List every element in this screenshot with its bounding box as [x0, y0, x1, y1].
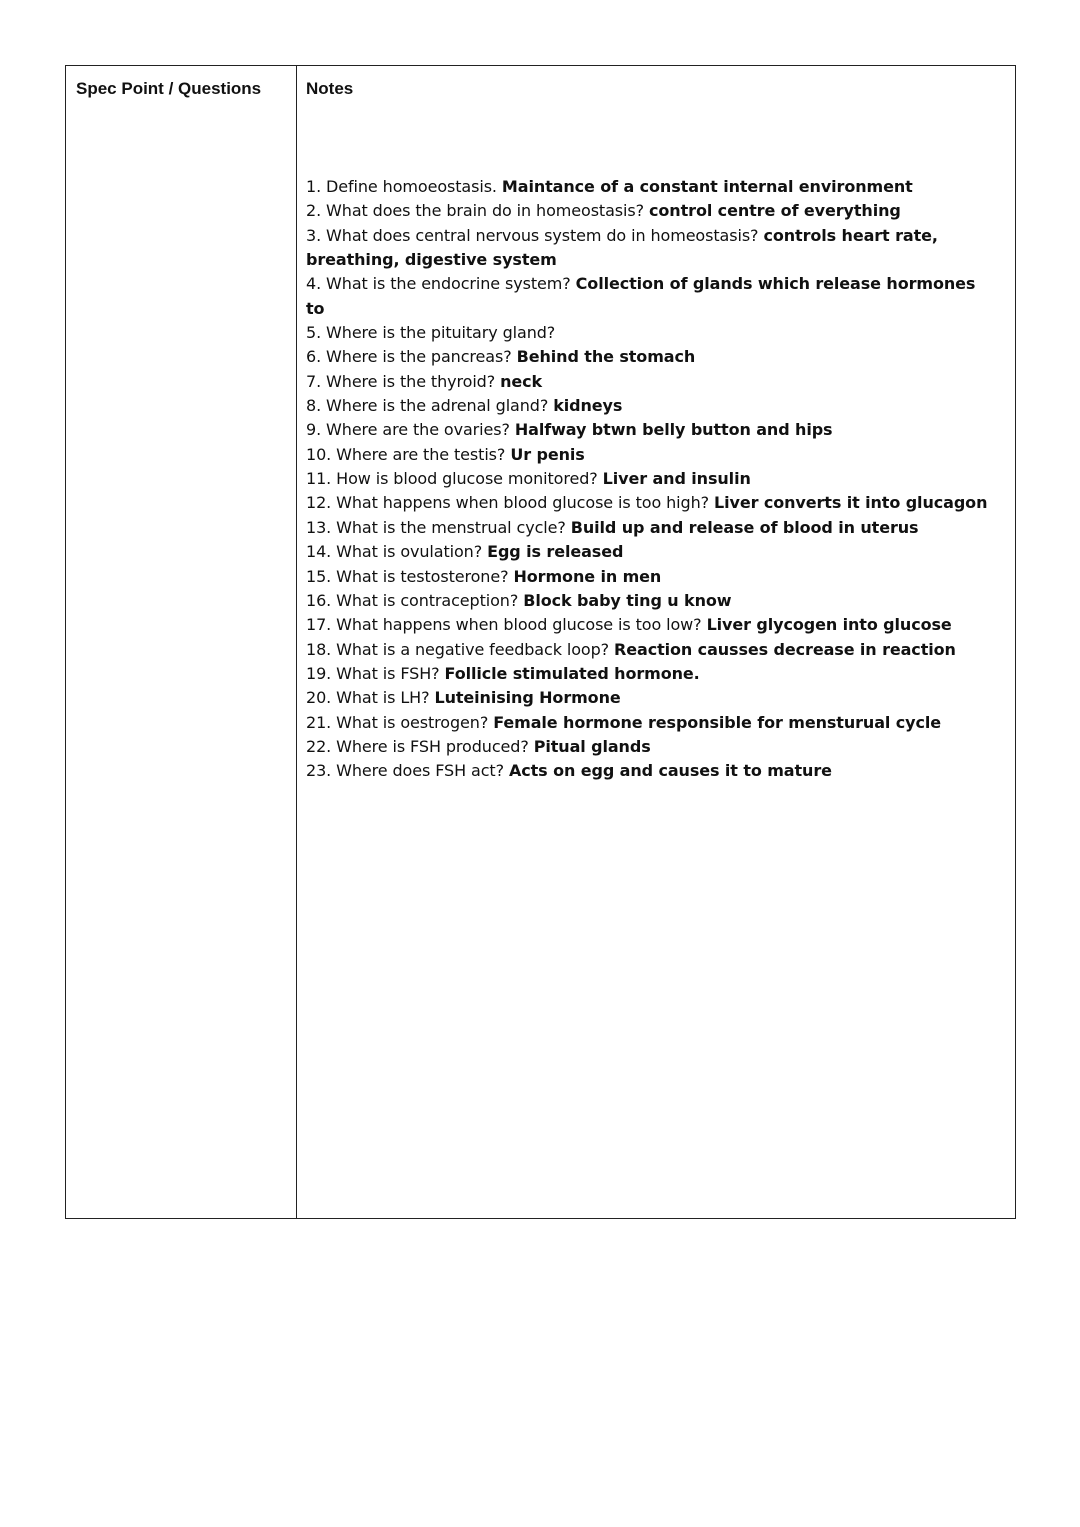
note-item: [306, 467, 996, 491]
note-answer: Collection of glands which release hormones to: [306, 274, 976, 318]
note-item: [306, 759, 996, 783]
notes-table: [65, 65, 1016, 1219]
note-item: [306, 638, 996, 662]
note-answer: Liver converts it into glucagon: [714, 493, 988, 513]
note-question: 19. What is FSH?: [306, 663, 440, 683]
note-answer: Female hormone responsible for mensturual cycle: [493, 712, 942, 732]
notes-column: [297, 66, 1015, 1218]
note-answer: Halfway btwn belly button and hips: [514, 420, 833, 440]
note-answer: control centre of everything: [649, 201, 901, 221]
question-answer-list: [306, 175, 996, 784]
note-item: [306, 613, 996, 637]
note-answer: kidneys: [553, 396, 623, 416]
note-answer: Hormone in men: [513, 566, 662, 586]
note-question: 22. Where is FSH produced?: [306, 736, 529, 756]
note-question: 12. What happens when blood glucose is too high?: [306, 493, 710, 513]
note-answer: Ur penis: [510, 444, 585, 464]
note-item: [306, 418, 996, 442]
note-answer: Follicle stimulated hormone.: [444, 663, 700, 683]
note-question: 18. What is a negative feedback loop?: [306, 639, 610, 659]
note-question: 10. Where are the testis?: [306, 444, 506, 464]
note-item: [306, 199, 996, 223]
note-question: 13. What is the menstrual cycle?: [306, 517, 566, 537]
note-item: [306, 321, 996, 345]
note-answer: Block baby ting u know: [523, 590, 732, 610]
note-answer: Liver glycogen into glucose: [706, 615, 952, 635]
spec-questions-column: [66, 66, 297, 1218]
note-answer: Acts on egg and causes it to mature: [508, 761, 832, 781]
note-item: [306, 540, 996, 564]
note-question: 21. What is oestrogen?: [306, 712, 489, 732]
note-answer: Behind the stomach: [516, 347, 696, 367]
spec-questions-header: Spec Point / Questions: [76, 79, 262, 98]
note-question: 9. Where are the ovaries?: [306, 420, 510, 440]
note-answer: neck: [500, 371, 543, 391]
note-item: [306, 345, 996, 369]
note-item: [306, 662, 996, 686]
note-answer: Maintance of a constant internal environment: [501, 177, 913, 196]
note-question: 5. Where is the pituitary gland?: [306, 323, 556, 343]
note-question: 6. Where is the pancreas?: [306, 347, 512, 367]
note-question: 3. What does central nervous system do in homeostasis?: [306, 225, 759, 245]
note-item: [306, 272, 996, 321]
note-question: 16. What is contraception?: [306, 590, 519, 610]
note-answer: Egg is released: [487, 542, 624, 562]
note-answer: Build up and release of blood in uterus: [570, 517, 919, 537]
note-item: [306, 224, 996, 273]
note-question: 8. Where is the adrenal gland?: [306, 396, 549, 416]
note-item: [306, 394, 996, 418]
note-answer: Luteinising Hormone: [434, 688, 621, 708]
note-item: [306, 491, 996, 515]
note-item: [306, 370, 996, 394]
note-question: 7. Where is the thyroid?: [306, 371, 496, 391]
note-item: [306, 175, 996, 199]
note-question: 2. What does the brain do in homeostasis?: [306, 201, 645, 221]
note-item: [306, 589, 996, 613]
note-answer: Reaction causses decrease in reaction: [614, 639, 956, 659]
note-question: 17. What happens when blood glucose is too low?: [306, 615, 702, 635]
note-question: 15. What is testosterone?: [306, 566, 509, 586]
note-item: [306, 565, 996, 589]
note-item: [306, 686, 996, 710]
note-item: [306, 443, 996, 467]
note-question: 14. What is ovulation?: [306, 542, 483, 562]
note-item: [306, 735, 996, 759]
note-question: 4. What is the endocrine system?: [306, 274, 571, 294]
note-question: 23. Where does FSH act?: [306, 761, 504, 781]
note-item: [306, 711, 996, 735]
note-answer: Liver and insulin: [602, 469, 751, 489]
note-question: 20. What is LH?: [306, 688, 430, 708]
note-question: 1. Define homoeostasis.: [306, 177, 497, 196]
notes-header: Notes: [306, 79, 354, 98]
note-answer: Pitual glands: [533, 736, 651, 756]
note-item: [306, 516, 996, 540]
note-answer: controls heart rate, breathing, digestive system: [306, 225, 938, 270]
note-question: 11. How is blood glucose monitored?: [306, 469, 598, 489]
